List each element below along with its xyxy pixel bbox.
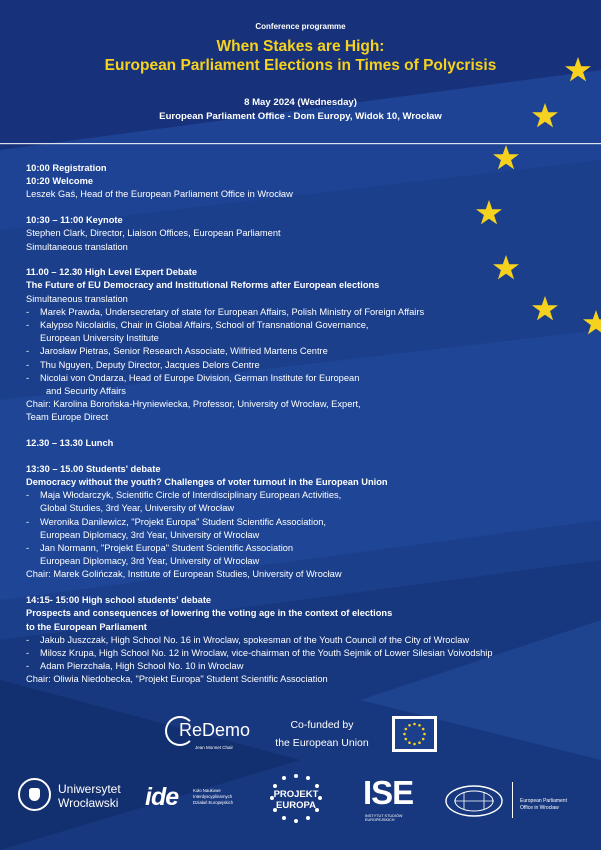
title-line-1: When Stakes are High: — [216, 38, 385, 55]
university-name — [58, 782, 121, 810]
ep-office-name — [520, 798, 567, 812]
kicker: Conference programme — [255, 22, 346, 31]
list-item-continued: Global Studies, 3rd Year, University of Wrocław — [40, 503, 235, 514]
ise-wordmark: ISE — [363, 774, 414, 811]
lunch-time: 12.30 – 13.30 Lunch — [26, 438, 114, 449]
list-item-continued: European University Institute — [40, 333, 159, 344]
university-name-line-2: Wrocławski — [58, 796, 119, 810]
list-item: - Maja Włodarczyk, Scientific Circle of Interdisciplinary European Activities, — [26, 489, 586, 502]
list-item: - Adam Pierzchała, High School No. 10 in Wroclaw — [26, 660, 586, 673]
students-title: Democracy without the youth? Challenges of voter turnout in the European Union — [26, 477, 388, 488]
projekt-europa-text — [272, 790, 320, 811]
welcome-speaker: Leszek Gaś, Head of the European Parliament Office in Wrocław — [26, 189, 293, 200]
ide-description — [193, 788, 233, 806]
divider — [512, 782, 513, 818]
section-expert-debate — [26, 266, 586, 424]
conference-title — [0, 37, 601, 75]
ise-logo — [363, 774, 425, 822]
university-seal-icon — [18, 778, 51, 811]
projekt-europa-logo — [266, 772, 338, 826]
debate-chair-continued: Team Europe Direct — [26, 412, 109, 423]
list-item: - Jan Normann, "Projekt Europa" Student Scientific Association — [26, 542, 586, 555]
projekt-line-1: PROJEKT — [273, 789, 319, 800]
list-item: - Jarosław Pietras, Senior Research Associate, Wilfried Martens Centre — [26, 345, 586, 358]
projekt-line-2: EUROPA — [276, 799, 316, 811]
european-parliament-logo — [440, 778, 590, 823]
list-item: - Milosz Krupa, High School No. 12 in Wroclaw, vice-chairman of the Youth Sejmik of Lower Silesian Voivodship — [26, 647, 586, 660]
list-item: - Weronika Danilewicz, "Projekt Europa" Student Scientific Association, — [26, 516, 586, 529]
list-item-continued: and Security Affairs — [46, 386, 126, 397]
keynote-time: 10:30 – 11:00 Keynote — [26, 215, 123, 226]
redemo-name: ReDemo — [179, 720, 251, 740]
title-line-2: European Parliament Elections in Times of Polycrisis — [104, 57, 497, 74]
debate-chair: Chair: Karolina Borońska-Hryniewiecka, Professor, University of Wrocław, Expert, — [26, 399, 361, 410]
eu-flag-icon — [392, 716, 437, 752]
list-item-continued: European Diplomacy, 3rd Year, University of Wrocław — [40, 529, 260, 540]
ide-desc-line: Koło Naukowe — [193, 788, 221, 793]
list-item: - Thu Nguyen, Deputy Director, Jacques Delors Centre — [26, 359, 586, 372]
parliament-hemicycle-icon — [444, 781, 504, 817]
hs-time: 14:15- 15:00 High school students' debate — [26, 595, 212, 606]
university-wroclaw-logo — [18, 778, 133, 818]
hs-chair: Chair: Oliwia Niedobecka, "Projekt Europa" Student Scientific Association — [26, 674, 328, 685]
ide-wordmark: ide — [145, 783, 179, 811]
ide-desc-line: Interdyscyplinarnych — [193, 794, 233, 799]
registration-time: 10:00 Registration — [26, 163, 107, 173]
conference-date: 8 May 2024 (Wednesday) — [244, 97, 357, 108]
keynote-note: Simultaneous translation — [26, 241, 128, 252]
keynote-speaker: Stephen Clark, Director, Liaison Offices, European Parliament — [26, 228, 281, 239]
section-keynote — [26, 214, 586, 254]
students-chair: Chair: Marek Golińczak, Institute of European Studies, University of Wrocław — [26, 569, 342, 580]
ise-subtitle: INSTYTUT STUDIÓW EUROPEJSKICH — [365, 814, 403, 822]
cofunded-line-2: the European Union — [275, 737, 369, 749]
list-item: - Nicolai von Ondarza, Head of Europe Division, German Institute for European — [26, 372, 586, 385]
section-students-debate — [26, 463, 586, 582]
section-opening — [26, 162, 586, 202]
programme-list — [26, 162, 586, 699]
debate-title: The Future of EU Democracy and Institutional Reforms after European elections — [26, 280, 380, 291]
welcome-time: 10:20 Welcome — [26, 176, 94, 187]
section-lunch — [26, 437, 586, 450]
section-highschool-debate — [26, 594, 586, 686]
redemo-subtitle: Jean Monnet Chair — [195, 745, 234, 750]
debate-time: 11.00 – 12.30 High Level Expert Debate — [26, 267, 198, 278]
hs-title: Prospects and consequences of lowering the voting age in the context of elections — [26, 608, 393, 619]
conference-venue: European Parliament Office - Dom Europy, Widok 10, Wrocław — [159, 111, 442, 122]
list-item: - Jakub Juszczak, High School No. 16 in Wroclaw, spokesman of the Youth Council of the City of Wroclaw — [26, 634, 586, 647]
list-item-continued: European Diplomacy, 3rd Year, University of Wrocław — [40, 556, 260, 567]
cofunded-line-1: Co-funded by — [290, 719, 354, 731]
cofunded-text — [262, 716, 382, 752]
hs-title-continued: to the European Parliament — [26, 621, 147, 632]
students-time: 13:30 – 15.00 Students' debate — [26, 463, 161, 474]
university-name-line-1: Uniwersytet — [58, 782, 121, 796]
debate-note: Simultaneous translation — [26, 293, 128, 304]
list-item: - Marek Prawda, Undersecretary of state for European Affairs, Polish Ministry of Foreign Affairs — [26, 306, 586, 319]
redemo-logo — [165, 712, 250, 757]
list-item: - Kalypso Nicolaidis, Chair in Global Affairs, School of Transnational Governance, — [26, 319, 586, 332]
ep-line-1: European Parliament — [520, 798, 567, 804]
date-venue — [0, 96, 601, 124]
ep-line-2: Office in Wrocław — [520, 805, 559, 811]
ide-logo — [145, 783, 255, 817]
ide-desc-line: Działań Europejskich — [193, 800, 234, 805]
